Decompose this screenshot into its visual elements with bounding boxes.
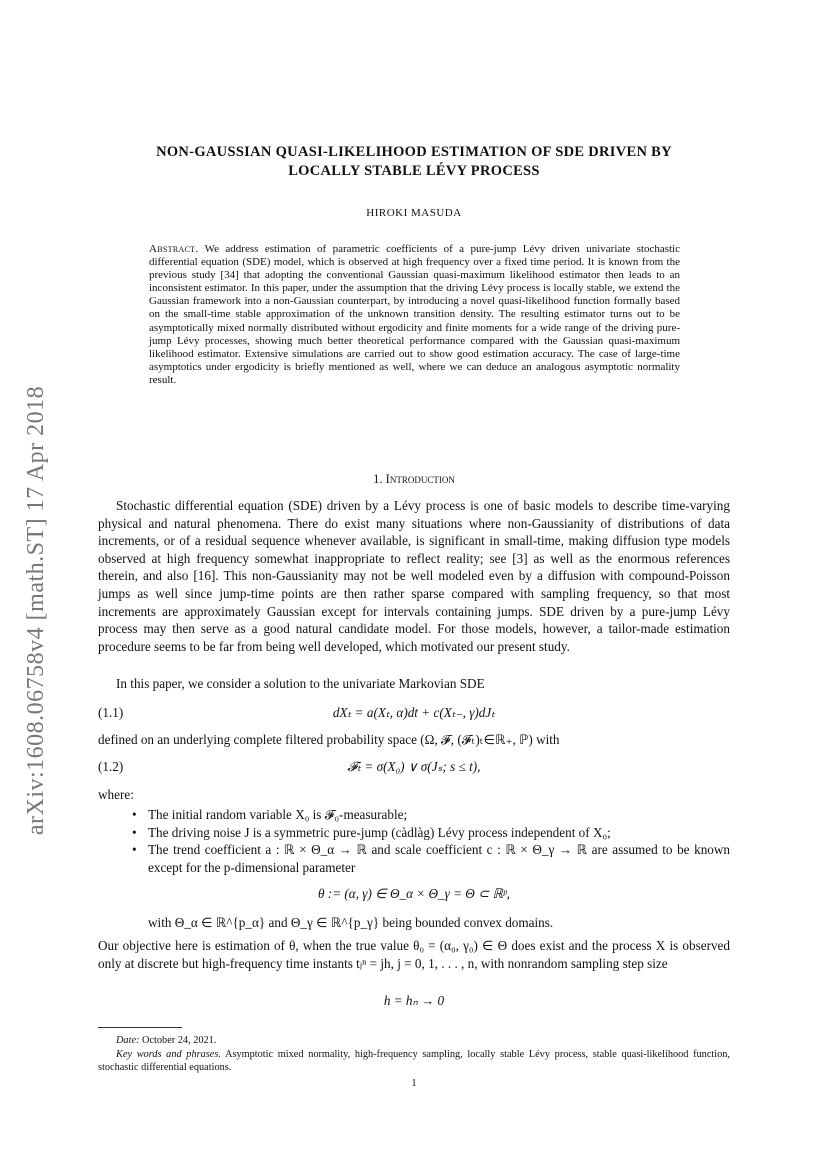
footnote-divider [98, 1027, 182, 1028]
author-name: HIROKI MASUDA [366, 207, 462, 219]
abstract-text: We address estimation of parametric coefficients of a pure-jump Lévy driven univariate stochastic differential equation (SDE) model, which is observed at high frequency over a fixed time period. It is known from the previous study [34] that adopting the conventional Gaussian quasi-maximum likelihood estimator then leads to an inconsistent estimator. In this paper, under the assumption that the driving Lévy process is locally stable, we extend the Gaussian framework into a non-Gaussian counterpart, by introducing a novel quasi-likelihood function formally based on the small-time stable approximation of the unknown transition density. The resulting estimator turns out to be asymptotically mixed normally distributed without ergodicity and finite moments for a wide range of the driving pure-jump Lévy processes, showing much better theoretical performance compared with the Gaussian quasi-maximum likelihood estimator. Extensive simulations are carried out to show good estimation accuracy. The case of large-time asymptotics under ergodicity is briefly mentioned as well, where we can deduce an analogous asymptotic normality result. [149, 243, 680, 386]
assumption-list [132, 806, 730, 876]
equation-body: 𝓕ₜ = σ(X₀) ∨ σ(Jₛ; s ≤ t), [347, 759, 481, 774]
arxiv-identifier: arXiv:1608.06758v4 [math.ST] 17 Apr 2018 [23, 385, 50, 835]
abstract [149, 243, 680, 387]
section-title: Introduction [385, 472, 455, 486]
arxiv-side-stamp [22, 350, 52, 870]
footnote-keywords-value: Asymptotic mixed normality, high-frequency sampling, locally stable Lévy process, stable quasi-likelihood function, stochastic differential equations. [98, 1048, 730, 1074]
title-line-1: NON-GAUSSIAN QUASI-LIKELIHOOD ESTIMATION OF SDE DRIVEN BY [156, 144, 672, 160]
equation-body: θ := (α, γ) ∈ Θ_α × Θ_γ = Θ ⊂ ℝᵖ, [318, 886, 510, 901]
title-line-2: LOCALLY STABLE LÉVY PROCESS [288, 163, 540, 179]
intro-paragraph-3: defined on an underlying complete filtered probability space (Ω, 𝓕, (𝓕ₜ)ₜ∈ℝ₊, ℙ) with [98, 732, 560, 747]
list-item: • The trend coefficient a : ℝ × Θ_α → ℝ and scale coefficient c : ℝ × Θ_γ → ℝ are assumed to be known except for the p-dimensional parameter [132, 841, 730, 876]
equation-number: (1.1) [98, 705, 124, 720]
where-label: where: [98, 787, 134, 802]
list-item: • The initial random variable X₀ is 𝓕₀-measurable; [132, 806, 730, 824]
intro-paragraph-1: Stochastic differential equation (SDE) driven by a Lévy process is one of basic models to describe time-varying physical and natural phenomena. There do exist many situations where non-Gaussianity of distributions of data increments, or of a residual sequence whenever available, is significant in small-time, making diffusion type models observed at high frequency somewhat inappropriate to reflect reality; see [3] as well as the enormous references therein, and also [16]. This non-Gaussianity may not be well modeled even by a diffusion with compound-Poisson jumps as well since jump-time points are then rather sparse compared with sampling frequency, so that most increments are approximately Gaussian except for intervals containing jumps. SDE driven by a pure-jump Lévy process may then serve as a good natural candidate model. For those models, however, a tailor-made estimation procedure seems to be far from being well developed, which motivated our present study. [98, 498, 730, 654]
footnote-keywords-label: Key words and phrases. [116, 1048, 221, 1060]
intro-paragraph-2: In this paper, we consider a solution to the univariate Markovian SDE [116, 676, 485, 691]
section-heading [98, 472, 730, 487]
footnotes [98, 1034, 730, 1075]
parameter-domain-line: with Θ_α ∈ ℝ^{p_α} and Θ_γ ∈ ℝ^{p_γ} being bounded convex domains. [148, 915, 554, 930]
equation-body: h = hₙ → 0 [383, 993, 445, 1008]
page-number: 1 [411, 1078, 417, 1089]
section-number: 1. [373, 472, 383, 486]
footnote-date-value: October 24, 2021. [142, 1035, 217, 1046]
intro-paragraph-4: Our objective here is estimation of θ, when the true value θ₀ = (α₀, γ₀) ∈ Θ does exist and the process X is observed only at discrete but high-frequency time instants tⱼⁿ = jh, j = 0, 1, . . . , n, with nonrandom sampling step size [98, 938, 730, 971]
equation-1-2 [98, 759, 730, 779]
equation-body: dXₜ = a(Xₜ, α)dt + c(Xₜ₋, γ)dJₜ [332, 705, 496, 720]
footnote-date-label: Date: [116, 1035, 140, 1046]
equation-number: (1.2) [98, 759, 124, 774]
footnote-date [98, 1034, 730, 1048]
paper-title [98, 143, 730, 181]
abstract-heading: Abstract. [149, 243, 199, 255]
footnote-keywords [98, 1048, 730, 1075]
equation-theta [98, 886, 730, 906]
equation-step-size [98, 993, 730, 1013]
equation-1-1 [98, 705, 730, 725]
list-item: • The driving noise J is a symmetric pure-jump (càdlàg) Lévy process independent of X₀; [132, 824, 730, 842]
